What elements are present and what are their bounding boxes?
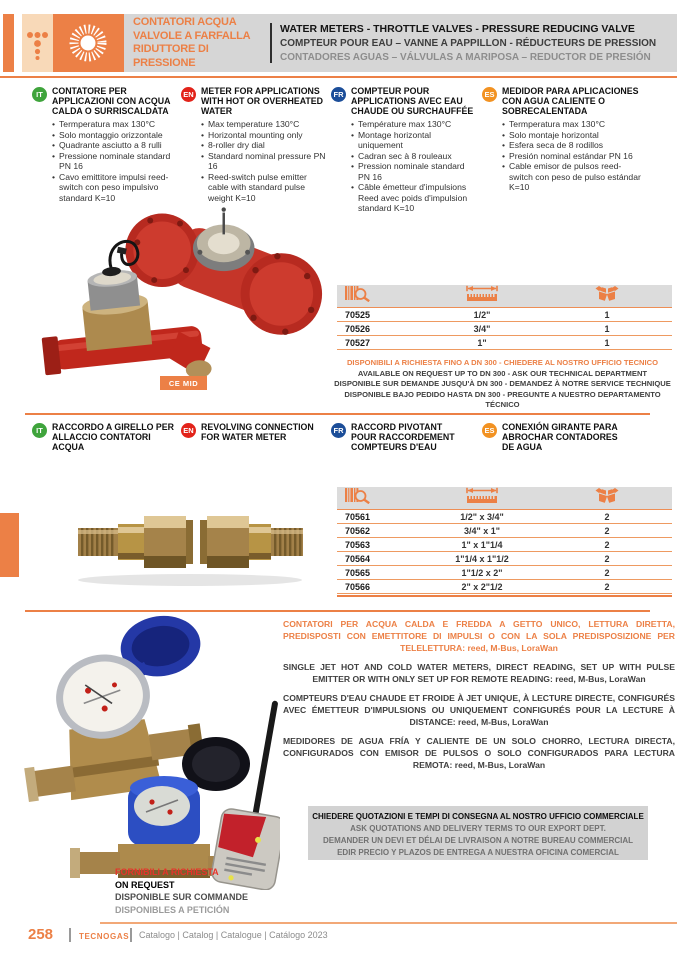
table-2-end-rule	[337, 595, 672, 597]
title-it-line: VALVOLE A FARFALLA	[133, 29, 251, 42]
table-row	[337, 322, 672, 336]
feature-list-es	[502, 119, 642, 193]
feature-item: • Câble émetteur d'impulsions Reed avec poids d'impulsion standard K=10	[351, 182, 477, 214]
code-column-header	[337, 487, 422, 510]
title-it-line: PRESSIONE	[133, 56, 196, 69]
size-column-header	[422, 285, 542, 308]
product-qty: 1	[542, 308, 672, 322]
feature-item: • Pressione nominale standard PN 16	[52, 151, 178, 172]
product-size: 3/4"	[422, 322, 542, 336]
tecnogas-dots-logo	[22, 14, 53, 72]
page-title-multilang	[280, 22, 656, 66]
page-title-fr: COMPTEUR POUR EAU – VANNE A PAPPILLON - RÉDUCTEURS DE PRESSION	[280, 37, 657, 49]
feature-item: • Reed-switch pulse emitter cable with standard pulse weight K=10	[201, 172, 327, 204]
sunburst-icon	[53, 14, 124, 72]
package-box-icon	[595, 285, 619, 302]
on-request-es: DISPONIBLES A PETICIÓN	[115, 904, 230, 915]
title-it-line: RIDUTTORE DI	[133, 43, 209, 55]
lang-badge-fr: FR	[331, 423, 346, 438]
product-title-fr: COMPTEUR POUR APPLICATIONS AVEC EAU CHAUDE OU SURCHAUFFÉE	[351, 86, 474, 116]
page-number: 258	[28, 926, 54, 943]
feature-item: • Quadrante asciutto a 8 rulli	[52, 140, 178, 151]
products-table-1	[337, 285, 672, 350]
product-code: 70525	[337, 308, 422, 322]
product2-title-it: RACCORDO A GIRELLO PER ALLACCIO CONTATORI ACQUA	[52, 422, 175, 452]
feature-item: • Termperatura max 130°C	[502, 119, 642, 130]
feature-item: • Horizontal mounting only	[201, 130, 327, 141]
product-qty: 1	[542, 336, 672, 350]
product-size: 3/4" x 1"	[422, 524, 542, 538]
desc-column-it	[32, 86, 178, 203]
remote-reader-illustration	[210, 695, 280, 890]
table-row	[337, 308, 672, 322]
lang-badge-it: IT	[32, 87, 47, 102]
quotation-box	[308, 806, 648, 860]
desc2-column-it	[32, 422, 178, 452]
on-request-it: FORNIBILI A RICHIESTA	[115, 867, 219, 877]
quote-line-fr: DEMANDER UN DEVI ET DÉLAI DE LIVRAISON A NOTRE BUREAU COMMERCIAL	[322, 836, 634, 845]
product-code: 70563	[337, 538, 422, 552]
brand-name: TECNOGAS	[79, 932, 130, 941]
product2-title-es: CONEXIÓN GIRANTE PARA ABROCHAR CONTADORES DE AGUA	[502, 422, 618, 452]
note-line-it: DISPONIBILI A RICHIESTA FINO A DN 300 - CHIEDERE AL NOSTRO UFFICIO TECNICO	[346, 358, 659, 367]
feature-item: • Cable emisor de pulsos reed-switch con peso de pulso estándar K=10	[502, 161, 642, 193]
product-title-it: CONTATORE PER APPLICAZIONI CON ACQUA CALDA O SURRISCALDATA	[52, 86, 171, 116]
table-row	[337, 580, 672, 594]
header-rule	[0, 76, 677, 78]
product-title-es: MEDIDOR PARA APLICACIONES CON AGUA CALIENTE O SOBRECALENTADA	[502, 86, 639, 116]
note-line-fr: DISPONIBLE SUR DEMANDE JUSQU'À DN 300 - DEMANDEZ À NOTRE SERVICE TECHNIQUE	[334, 379, 671, 388]
product-qty: 2	[542, 552, 672, 566]
product2-title-fr: RACCORD PIVOTANT POUR RACCORDEMENT COMPTEURS D'EAU	[351, 422, 455, 452]
feature-item: • Température max 130°C	[351, 119, 477, 130]
product-code: 70566	[337, 580, 422, 594]
feature-list-en	[201, 119, 327, 203]
feature-item: • Standard nominal pressure PN 16	[201, 151, 327, 172]
on-request-fr: DISPONIBLE SUR COMMANDE	[115, 892, 249, 902]
header	[0, 14, 677, 72]
header-divider	[270, 23, 272, 63]
lang-badge-en: EN	[181, 87, 196, 102]
feature-item: • Termperatura max 130°C	[52, 119, 178, 130]
packaging-column-header	[542, 487, 672, 510]
on-request-en: ON REQUEST	[115, 879, 175, 890]
product-size: 1"1/4 x 1"1/2	[422, 552, 542, 566]
feature-item: • Montage horizontal uniquement	[351, 130, 477, 151]
catalog-label: Catalogo | Catalog | Catalogue | Catálogo 2023	[139, 930, 328, 940]
page-edge-tab	[0, 513, 19, 577]
code-column-header	[337, 285, 422, 308]
page-title-en: WATER METERS - THROTTLE VALVES - PRESSURE REDUCING VALVE	[280, 23, 635, 35]
paragraph-it: CONTATORI PER ACQUA CALDA E FREDDA A GETTO UNICO, LETTURA DIRETTA, PREDISPOSTI CON EMETTITORE DI IMPULSI O CON LA SOLA PREDISPOSIZIONE PER TELELETTURA: reed, M-Bus, LoraWan	[283, 619, 675, 653]
product-qty: 2	[542, 510, 672, 524]
feature-item: • Max temperature 130°C	[201, 119, 327, 130]
quote-line-es: EDIR PRECIO Y PLAZOS DE ENTREGA A NUESTRA OFICINA COMERCIAL	[337, 848, 619, 857]
footer-divider	[69, 928, 71, 942]
products-table-2	[337, 487, 672, 594]
product-code: 70562	[337, 524, 422, 538]
table-header-row	[337, 285, 672, 308]
desc2-column-es	[482, 422, 627, 452]
product-qty: 2	[542, 524, 672, 538]
footer-rule	[100, 922, 677, 924]
product-size: 1" x 1"1/4	[422, 538, 542, 552]
feature-list-it	[52, 119, 178, 203]
product-qty: 2	[542, 566, 672, 580]
right-fitting-illustration	[200, 516, 303, 568]
desc-column-en	[181, 86, 327, 203]
single-jet-description	[283, 618, 675, 778]
lang-badge-en: EN	[181, 423, 196, 438]
package-box-icon	[595, 487, 619, 504]
ruler-width-icon	[466, 285, 498, 302]
product-size: 1/2" x 3/4"	[422, 510, 542, 524]
product-code: 70561	[337, 510, 422, 524]
flanged-meter-illustration	[125, 207, 322, 335]
header-orange-block	[3, 14, 14, 72]
table-row	[337, 524, 672, 538]
header-title-bar	[124, 14, 677, 72]
table-row	[337, 336, 672, 350]
feature-item: • Pression nominale standard PN 16	[351, 161, 477, 182]
table-row	[337, 538, 672, 552]
feature-item: • 8-roller dry dial	[201, 140, 327, 151]
barcode-search-icon	[345, 285, 371, 302]
size-column-header	[422, 487, 542, 510]
product-code: 70527	[337, 336, 422, 350]
product2-title-en: REVOLVING CONNECTION FOR WATER METER	[201, 422, 314, 442]
feature-item: • Esfera seca de 8 rodillos	[502, 140, 642, 151]
feature-item: • Solo montaggio orizzontale	[52, 130, 178, 141]
blue-water-meters-photo	[20, 612, 280, 890]
packaging-column-header	[542, 285, 672, 308]
lang-badge-it: IT	[32, 423, 47, 438]
product-code: 70565	[337, 566, 422, 580]
title-it-line: CONTATORI ACQUA	[133, 16, 237, 28]
ce-mid-badge: CE MID	[160, 376, 207, 390]
desc-column-es	[482, 86, 642, 193]
product-code: 70564	[337, 552, 422, 566]
feature-item: • Cadran sec à 8 rouleaux	[351, 151, 477, 162]
paragraph-fr: COMPTEURS D'EAU CHAUDE ET FROIDE À JET UNIQUE, À LECTURE DIRECTE, CONFIGURÉS AVEC ÉMETTEUR D'IMPULSIONS OU UNIQUEMENT CONFIGURÉS POUR LA LECTURE À DISTANCE: reed, M-Bus, LoraWan	[283, 693, 675, 727]
table-row	[337, 566, 672, 580]
product-size: 2" x 2"1/2	[422, 580, 542, 594]
product-qty: 2	[542, 538, 672, 552]
quote-line-it: CHIEDERE QUOTAZIONI E TEMPI DI CONSEGNA AL NOSTRO UFFICIO COMMERCIALE	[312, 812, 644, 821]
availability-notes	[330, 358, 675, 411]
table-row	[337, 510, 672, 524]
red-water-meters-photo	[35, 192, 333, 392]
product-size: 1/2"	[422, 308, 542, 322]
product-qty: 1	[542, 322, 672, 336]
brass-fittings-photo	[72, 492, 307, 592]
paragraph-en: SINGLE JET HOT AND COLD WATER METERS, DIRECT READING, SET UP WITH PULSE EMITTER OR WITH ONLY SET UP FOR REMOTE READING: reed, M-Bus, LoraWan	[283, 662, 675, 684]
sunburst-logo	[53, 14, 124, 72]
note-line-en: AVAILABLE ON REQUEST UP TO DN 300 - ASK OUR TECHNICAL DEPARTMENT	[357, 368, 648, 378]
on-request-note	[115, 866, 248, 916]
desc2-column-en	[181, 422, 327, 442]
section-rule-1	[25, 413, 650, 415]
left-fitting-illustration	[78, 516, 193, 568]
lang-badge-es: ES	[482, 423, 497, 438]
feature-item: • Presión nominal estándar PN 16	[502, 151, 642, 162]
product-qty: 2	[542, 580, 672, 594]
table-header-row	[337, 487, 672, 510]
feature-list-fr	[351, 119, 477, 214]
footer-divider	[130, 928, 132, 942]
page-title-it	[133, 16, 250, 70]
desc-column-fr	[331, 86, 477, 214]
paragraph-es: MEDIDORES DE AGUA FRÍA Y CALIENTE DE UN SOLO CHORRO, LECTURA DIRECTA, CONFIGURADOS CON EMISOR DE PULSOS O SOLO CONFIGURADOS PARA LECTURA REMOTA: reed, M-Bus, LoraWan	[283, 736, 675, 770]
product-size: 1"	[422, 336, 542, 350]
t-dots-icon	[22, 14, 53, 72]
note-line-es: DISPONIBLE BAJO PEDIDO HASTA DN 300 - PREGUNTE A NUESTRO DEPARTAMENTO TÉCNICO	[344, 389, 661, 409]
barcode-search-icon	[345, 487, 371, 504]
table-row	[337, 552, 672, 566]
ruler-width-icon	[466, 487, 498, 504]
quote-line-en: ASK QUOTATIONS AND DELIVERY TERMS TO OUR EXPORT DEPT.	[350, 824, 606, 833]
lang-badge-es: ES	[482, 87, 497, 102]
desc2-column-fr	[331, 422, 461, 452]
product-code: 70526	[337, 322, 422, 336]
page-title-es: CONTADORES AGUAS – VÁLVULAS A MARIPOSA – REDUCTOR DE PRESIÓN	[280, 52, 651, 63]
lang-badge-fr: FR	[331, 87, 346, 102]
product-size: 1"1/2 x 2"	[422, 566, 542, 580]
feature-item: • Cavo emittitore impulsi reed-switch con peso impulsivo standard K=10	[52, 172, 178, 204]
product-title-en: METER FOR APPLICATIONS WITH HOT OR OVERHEATED WATER	[201, 86, 324, 116]
feature-item: • Solo montaje horizontal	[502, 130, 642, 141]
